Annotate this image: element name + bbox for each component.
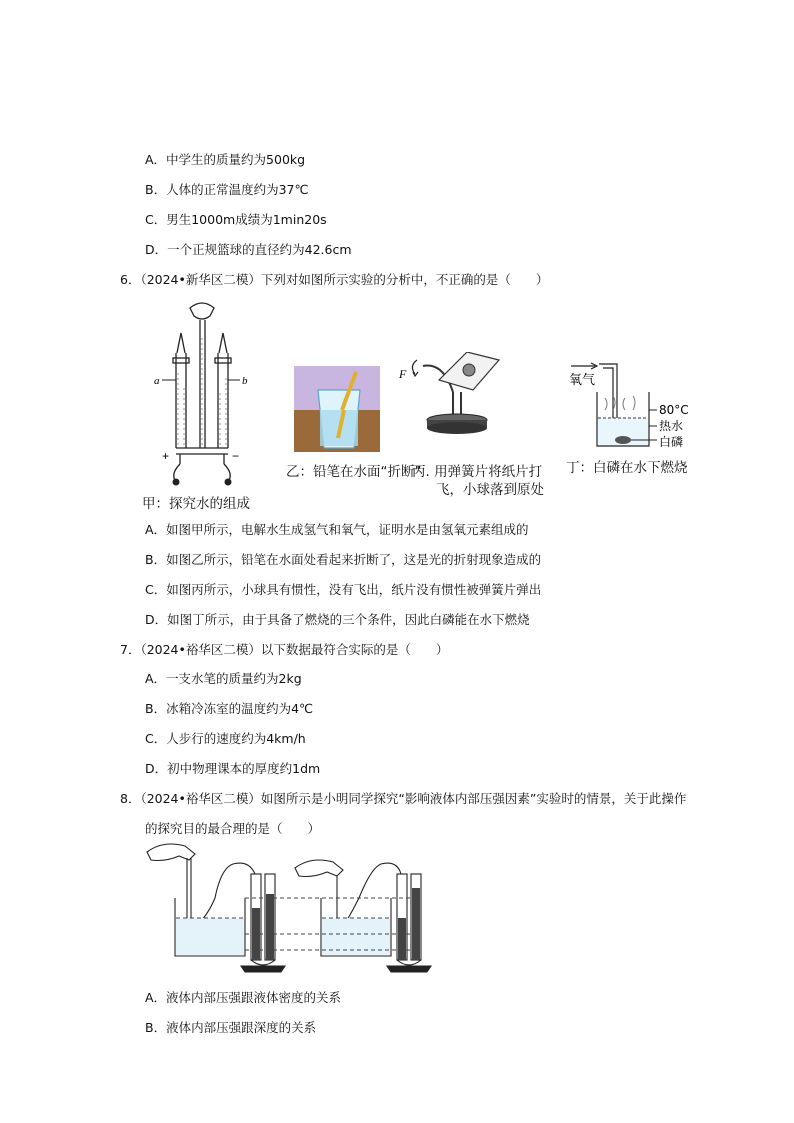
label-plus: + — [162, 449, 170, 463]
q5-option-b: B．人体的正常温度约为37℃ — [145, 182, 309, 197]
caption-yi: 乙：铅笔在水面“折断” — [286, 464, 422, 480]
caption-ding: 丁：白磷在水下燃烧 — [566, 460, 688, 476]
spring-sheet-drawing — [395, 352, 505, 442]
q8-option-a: A．液体内部压强跟液体密度的关系 — [145, 990, 342, 1005]
phosphorus-label: 白磷 — [659, 435, 684, 449]
pencil-in-water-drawing — [294, 366, 380, 452]
caption-jia: 甲：探究水的组成 — [142, 496, 250, 512]
figure-spring-sheet — [395, 352, 505, 442]
label-minus: − — [232, 449, 240, 463]
q7-option-c: C．人步行的速度约为4km/h — [145, 731, 306, 746]
q6-option-d: D．如图丁所示，由于具备了燃烧的三个条件，因此白磷能在水下燃烧 — [145, 612, 530, 627]
caption-bing-1: 丙. 用弹簧片将纸片打 — [412, 464, 543, 480]
q6-option-a: A．如图甲所示，电解水生成氢气和氧气，证明水是由氢氧元素组成的 — [145, 522, 529, 537]
figure-pencil-in-water — [294, 366, 380, 452]
q7-option-b: B．冰箱冷冻室的温度约为4℃ — [145, 701, 314, 716]
q6-stem: 6．（2024•新华区二模）下列对如图所示实验的分析中，不正确的是（ ） — [120, 272, 549, 287]
q5-option-a: A．中学生的质量约为500kg — [145, 152, 306, 167]
hot-water-label: 热水 — [659, 419, 684, 433]
figure-liquid-pressure — [145, 838, 575, 978]
force-label: F — [399, 367, 407, 381]
q8-option-b: B．液体内部压强跟深度的关系 — [145, 1020, 317, 1035]
q7-stem: 7．（2024•裕华区二模）以下数据最符合实际的是（ ） — [120, 642, 449, 657]
figure-phosphorus — [565, 360, 695, 452]
label-a: a — [154, 375, 160, 387]
electrolysis-apparatus-drawing — [140, 298, 280, 488]
temp-label: 80°C — [659, 403, 689, 417]
q8-stem-line2: 的探究目的最合理的是（ ） — [145, 821, 321, 836]
q5-option-c: C．男生1000m成绩为1min20s — [145, 212, 327, 227]
figure-electrolysis — [140, 298, 280, 512]
q6-option-b: B．如图乙所示，铅笔在水面处看起来折断了，这是光的折射现象造成的 — [145, 552, 542, 567]
phosphorus-beaker-drawing — [565, 360, 695, 452]
caption-bing-2: 飞，小球落到原处 — [436, 482, 544, 498]
q5-option-d: D．一个正规篮球的直径约为42.6cm — [145, 242, 352, 257]
label-b: b — [242, 375, 248, 387]
liquid-pressure-drawing — [145, 838, 575, 978]
q6-option-c: C．如图丙所示，小球具有惯性，没有飞出，纸片没有惯性被弹簧片弹出 — [145, 582, 542, 597]
q7-option-a: A．一支水笔的质量约为2kg — [145, 671, 302, 686]
q8-stem-line1: 8．（2024•裕华区二模）如图所示是小明同学探究“影响液体内部压强因素”实验时的情景，关于此操作 — [120, 791, 687, 806]
q7-option-d: D．初中物理课本的厚度约1dm — [145, 761, 321, 776]
oxygen-label: 氧气 — [569, 373, 596, 388]
